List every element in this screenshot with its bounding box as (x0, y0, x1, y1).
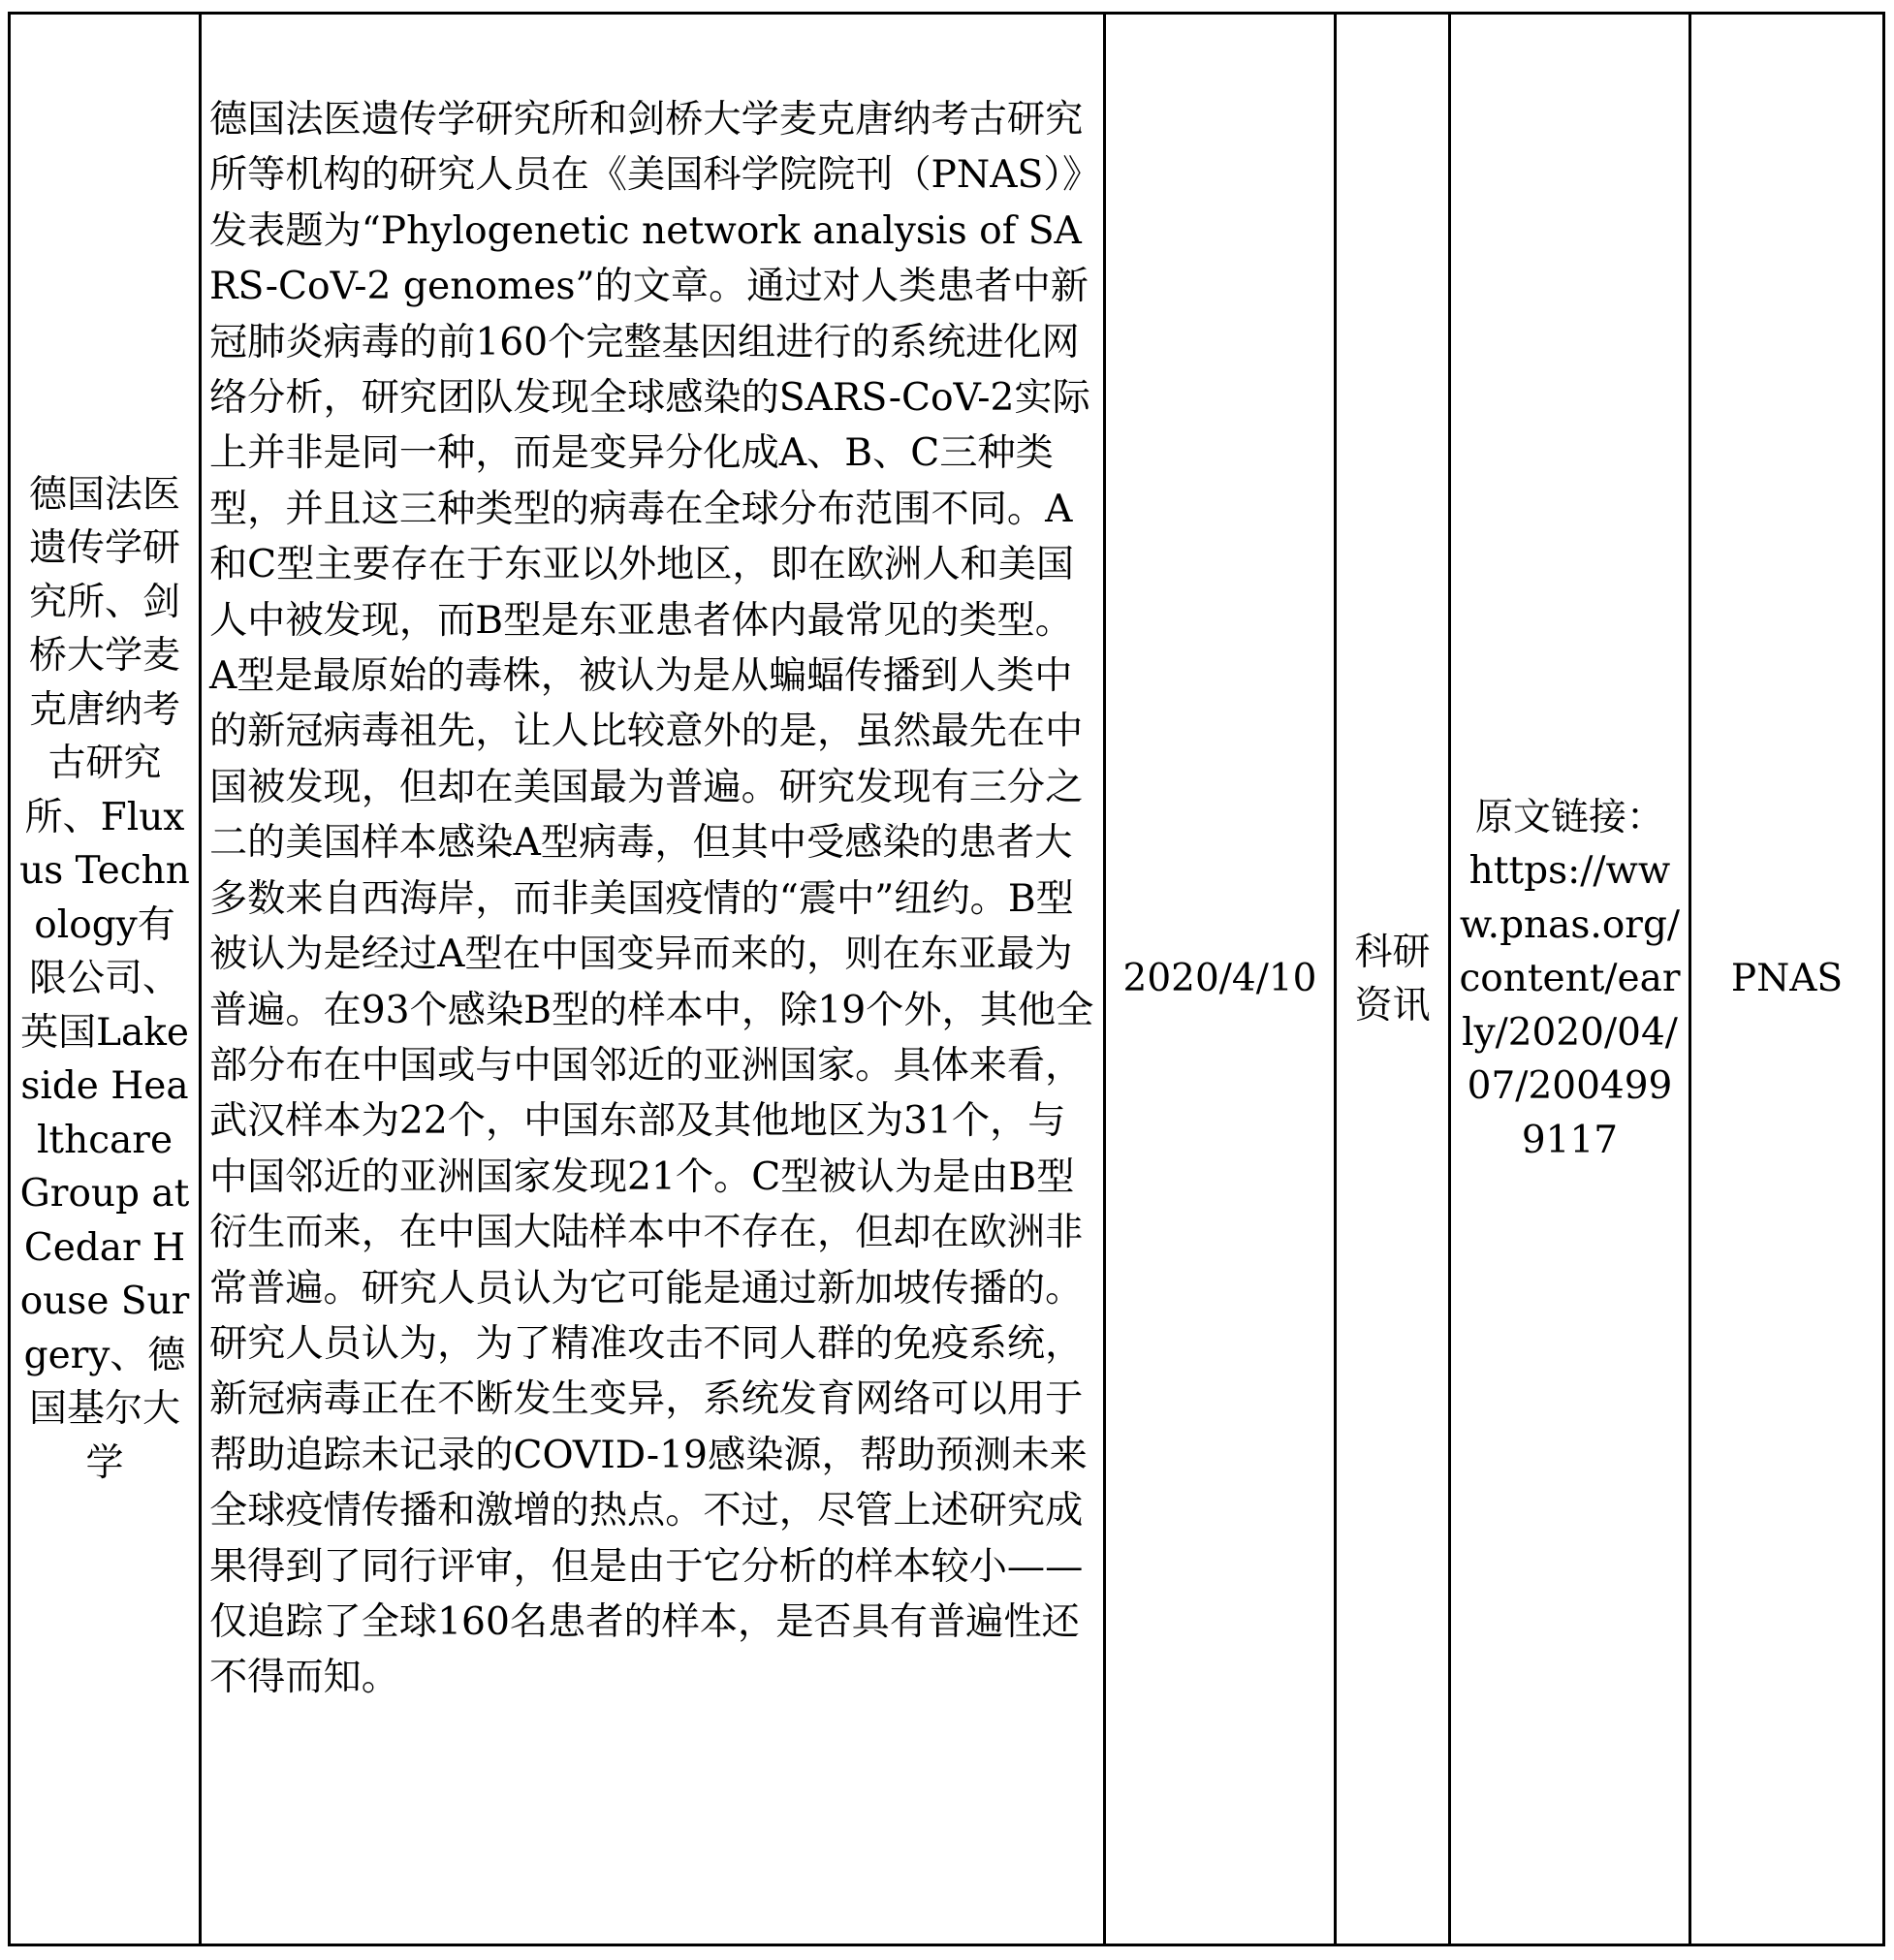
institutions-cell (10, 14, 201, 1945)
date-cell (1105, 14, 1336, 1945)
journal-name: PNAS (1730, 957, 1844, 1001)
source-link-label: 原文链接： (1474, 795, 1664, 839)
news-record-table (8, 12, 1885, 1946)
link-cell (1450, 14, 1690, 1945)
table-row (10, 14, 1884, 1945)
summary-cell (201, 14, 1105, 1945)
source-link-url[interactable]: https://www.pnas.org/content/early/2020/04/07/2004999117 (1459, 849, 1681, 1162)
institutions-text: 德国法医遗传学研究所、剑桥大学麦克唐纳考古研究所、Fluxus Technology有限公司、英国Lakeside Healthcare Group at Cedar House Surgery、德国基尔大学 (19, 472, 190, 1485)
category-label: 科研资讯 (1354, 930, 1431, 1027)
summary-text: 德国法医遗传学研究所和剑桥大学麦克唐纳考古研究所等机构的研究人员在《美国科学院院刊（PNAS）》发表题为“Phylogenetic network analysis of SARS-CoV-2 genomes”的文章。通过对人类患者中新冠肺炎病毒的前160个完整基因组进行的系统进化网络分析，研究团队发现全球感染的SARS-CoV-2实际上并非是同一种，而是变异分化成A、B、C三种类型，并且这三种类型的病毒在全球分布范围不同。A和C型主要存在于东亚以外地区，即在欧洲人和美国人中被发现，而B型是东亚患者体内最常见的类型。A型是最原始的毒株，被认为是从蝙蝠传播到人类中的新冠病毒祖先，让人比较意外的是，虽然最先在中国被发现，但却在美国最为普遍。研究发现有三分之二的美国样本感染A型病毒，但其中受感染的患者大多数来自西海岸，而非美国疫情的“震中”纽约。B型被认为是经过A型在中国变异而来的，则在东亚最为普遍。在93个感染B型的样本中，除19个外，其他全部分布在中国或与中国邻近的亚洲国家。具体来看，武汉样本为22个，中国东部及其他地区为31个，与中国邻近的亚洲国家发现21个。C型被认为是由B型衍生而来，在中国大陆样本中不存在，但却在欧洲非常普遍。研究人员认为它可能是通过新加坡传播的。研究人员认为，为了精准攻击不同人群的免疫系统，新冠病毒正在不断发生变异，系统发育网络可以用于帮助追踪未记录的COVID-19感染源，帮助预测未来全球疫情传播和激增的热点。不过，尽管上述研究成果得到了同行评审，但是由于它分析的样本较小——仅追踪了全球160名患者的样本，是否具有普遍性还不得而知。 (209, 98, 1094, 1700)
source-cell (1690, 14, 1884, 1945)
publish-date: 2020/4/10 (1122, 957, 1317, 1001)
category-cell (1336, 14, 1450, 1945)
